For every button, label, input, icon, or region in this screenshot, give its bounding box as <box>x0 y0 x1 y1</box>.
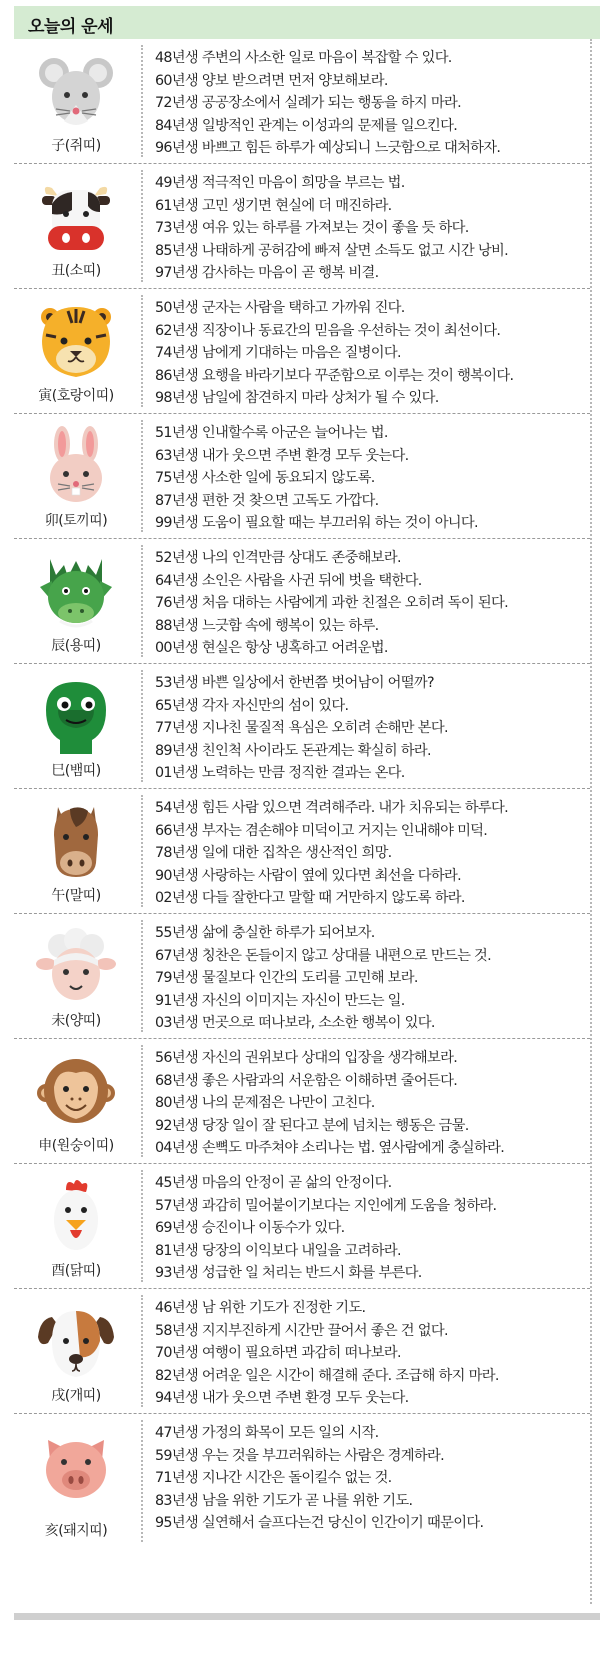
fortune-line: 73년생 여유 있는 하루를 가져보는 것이 좋을 듯 하다. <box>155 220 469 236</box>
zodiac-label: 酉(닭띠) <box>51 1263 101 1279</box>
fortune-lines <box>155 297 513 410</box>
fortune-line: 56년생 자신의 권위보다 상대의 입장을 생각해보라. <box>155 1050 458 1066</box>
zodiac-label: 辰(용띠) <box>51 638 101 654</box>
zodiac-label: 午(말띠) <box>51 888 101 904</box>
fortune-line: 64년생 소인은 사람을 사귄 뒤에 벗을 택한다. <box>155 572 422 589</box>
zodiac-label: 丑(소띠) <box>51 263 101 279</box>
fortune-line: 68년생 좋은 사람과의 서운함은 이해하면 줄어든다. <box>155 1072 458 1089</box>
zodiac-label: 戌(개띠) <box>51 1388 101 1404</box>
fortune-line: 59년생 우는 것을 부끄러워하는 사람은 경계하라. <box>155 1447 444 1464</box>
fortune-line: 85년생 나태하게 공허감에 빠져 살면 소득도 없고 시간 낭비. <box>155 242 508 259</box>
fortune-line: 04년생 손뼉도 마주쳐야 소리나는 법. 옆사람에게 충실하라. <box>155 1140 505 1156</box>
fortune-line: 71년생 지나간 시간은 돌이킬수 없는 것. <box>155 1470 392 1486</box>
fortune-section-dragon <box>14 539 590 664</box>
fortune-line: 96년생 바쁘고 힘든 하루가 예상되니 느긋함으로 대처하자. <box>155 140 501 156</box>
fortune-line: 53년생 바쁜 일상에서 한번쯤 벗어남이 어떨까? <box>155 675 434 691</box>
fortune-line: 60년생 양보 받으려면 먼저 양보해보라. <box>155 72 388 89</box>
fortune-line: 80년생 나의 문제점은 나만이 고친다. <box>155 1095 375 1111</box>
column-divider <box>141 45 143 157</box>
fortune-lines <box>155 672 448 785</box>
fortune-line: 89년생 친인척 사이라도 돈관계는 확실히 하라. <box>155 742 431 759</box>
fortune-line: 84년생 일방적인 관계는 이성과의 문제를 일으킨다. <box>155 117 458 134</box>
animal-cell <box>14 1414 138 1548</box>
fortune-line: 54년생 힘든 사람 있으면 격려해주라. 내가 치유되는 하루다. <box>155 800 508 816</box>
fortune-section-rat <box>14 39 590 164</box>
fortune-line: 55년생 삶에 충실한 하루가 되어보자. <box>155 925 375 941</box>
fortune-section-ox <box>14 164 590 289</box>
fortune-lines <box>155 547 508 660</box>
column-divider <box>141 1170 143 1282</box>
animal-cell <box>14 664 138 788</box>
fortune-line: 86년생 요행을 바라기보다 꾸준함으로 이루는 것이 행복이다. <box>155 367 514 384</box>
fortune-line: 03년생 먼곳으로 떠나보라, 소소한 행복이 있다. <box>155 1015 435 1031</box>
fortune-lines <box>155 1422 483 1535</box>
fortune-line: 77년생 지나친 물질적 욕심은 오히려 손해만 본다. <box>155 720 448 736</box>
fortune-section-snake <box>14 664 590 789</box>
zodiac-label: 子(쥐띠) <box>51 138 101 154</box>
column-divider <box>141 545 143 657</box>
fortune-line: 52년생 나의 인격만큼 상대도 존중해보라. <box>155 550 401 566</box>
fortune-section-dog <box>14 1289 590 1414</box>
fortune-line: 46년생 남 위한 기도가 진정한 기도. <box>155 1300 366 1316</box>
fortune-line: 02년생 다들 잘한다고 말할 때 거만하지 않도록 하라. <box>155 890 465 906</box>
fortune-line: 01년생 노력하는 만큼 정직한 결과는 온다. <box>155 765 405 781</box>
fortune-line: 92년생 당장 일이 잘 된다고 분에 넘치는 행동은 금물. <box>155 1117 469 1134</box>
fortune-line: 98년생 남일에 참견하지 마라 상처가 될 수 있다. <box>155 390 439 406</box>
fortune-section-horse <box>14 789 590 914</box>
animal-cell <box>14 289 138 413</box>
fortune-line: 97년생 감사하는 마음이 곧 행복 비결. <box>155 265 379 281</box>
fortune-lines <box>155 422 478 535</box>
zodiac-label: 卯(토끼띠) <box>44 513 108 529</box>
fortune-line: 00년생 현실은 항상 냉혹하고 어려운법. <box>155 640 388 656</box>
fortune-section-rabbit <box>14 414 590 539</box>
page-title: 오늘의 운세 <box>28 17 114 37</box>
fortune-line: 61년생 고민 생기면 현실에 더 매진하라. <box>155 197 392 214</box>
fortune-section-rooster <box>14 1164 590 1289</box>
footer-bar <box>14 1613 600 1620</box>
fortune-line: 87년생 편한 것 찾으면 고독도 가깝다. <box>155 492 379 509</box>
fortune-line: 72년생 공공장소에서 실례가 되는 행동을 하지 마라. <box>155 95 461 111</box>
fortune-section-sheep <box>14 914 590 1039</box>
fortune-line: 91년생 자신의 이미지는 자신이 만드는 일. <box>155 992 405 1009</box>
fortune-line: 99년생 도움이 필요할 때는 부끄러워 하는 것이 아니다. <box>155 515 478 531</box>
fortune-line: 63년생 내가 웃으면 주변 환경 모두 웃는다. <box>155 447 409 464</box>
fortune-line: 65년생 각자 자신만의 섬이 있다. <box>155 697 349 714</box>
fortune-line: 66년생 부자는 겸손해야 미덕이고 거지는 인내해야 미덕. <box>155 822 488 839</box>
animal-cell <box>14 1289 138 1413</box>
fortune-line: 83년생 남을 위한 기도가 곧 나를 위한 기도. <box>155 1492 413 1509</box>
fortune-line: 90년생 사랑하는 사람이 옆에 있다면 최선을 다하라. <box>155 867 461 884</box>
zodiac-label: 申(원숭이띠) <box>38 1138 114 1154</box>
fortune-line: 95년생 실연해서 슬프다는건 당신이 인간이기 때문이다. <box>155 1515 484 1531</box>
animal-cell <box>14 414 138 538</box>
fortune-line: 45년생 마음의 안정이 곧 삶의 안정이다. <box>155 1175 392 1191</box>
fortune-line: 88년생 느긋함 속에 행복이 있는 하루. <box>155 617 379 634</box>
fortune-line: 81년생 당장의 이익보다 내일을 고려하라. <box>155 1242 401 1259</box>
fortune-line: 48년생 주변의 사소한 일로 마음이 복잡할 수 있다. <box>155 50 452 66</box>
animal-cell <box>14 1039 138 1163</box>
fortune-line: 47년생 가정의 화목이 모든 일의 시작. <box>155 1425 379 1441</box>
fortune-line: 79년생 물질보다 인간의 도리를 고민해 보라. <box>155 970 418 986</box>
fortune-line: 70년생 여행이 필요하면 과감히 떠나보라. <box>155 1345 401 1361</box>
fortune-lines <box>155 47 500 160</box>
animal-cell <box>14 914 138 1038</box>
fortune-section-tiger <box>14 289 590 414</box>
fortune-line: 74년생 남에게 기대하는 마음은 질병이다. <box>155 345 401 361</box>
fortune-section-pig <box>14 1414 590 1548</box>
column-divider <box>141 920 143 1032</box>
fortune-line: 94년생 내가 웃으면 주변 환경 모두 웃는다. <box>155 1390 409 1406</box>
fortune-line: 82년생 어려운 일은 시간이 해결해 준다. 조급해 하지 마라. <box>155 1367 499 1384</box>
fortune-line: 58년생 지지부진하게 시간만 끌어서 좋은 건 없다. <box>155 1322 448 1339</box>
column-divider <box>141 670 143 782</box>
zodiac-label: 未(양띠) <box>51 1013 101 1029</box>
fortune-lines <box>155 922 491 1035</box>
column-divider <box>141 170 143 282</box>
fortune-lines <box>155 1297 499 1410</box>
header-bar <box>14 6 600 39</box>
column-divider <box>141 1295 143 1407</box>
column-divider <box>141 420 143 532</box>
zodiac-label: 巳(뱀띠) <box>51 763 101 779</box>
fortune-line: 49년생 적극적인 마음이 희망을 부르는 법. <box>155 175 405 191</box>
fortune-lines <box>155 797 508 910</box>
fortune-line: 76년생 처음 대하는 사람에게 과한 친절은 오히려 독이 된다. <box>155 595 508 611</box>
fortune-lines <box>155 172 508 285</box>
column-divider <box>141 1420 143 1542</box>
animal-cell <box>14 539 138 663</box>
animal-cell <box>14 164 138 288</box>
animal-cell <box>14 39 138 163</box>
fortune-line: 69년생 승진이나 이동수가 있다. <box>155 1220 345 1236</box>
column-divider <box>141 295 143 407</box>
zodiac-label: 亥(돼지띠) <box>44 1523 108 1539</box>
column-divider <box>141 795 143 907</box>
fortune-lines <box>155 1172 496 1285</box>
fortune-line: 75년생 사소한 일에 동요되지 않도록. <box>155 470 375 486</box>
fortune-line: 50년생 군자는 사람을 택하고 가까워 진다. <box>155 300 405 316</box>
fortune-line: 62년생 직장이나 동료간의 믿음을 우선하는 것이 최선이다. <box>155 322 501 339</box>
column-divider <box>141 1045 143 1157</box>
zodiac-label: 寅(호랑이띠) <box>38 388 114 404</box>
fortune-line: 67년생 칭찬은 돈들이지 않고 상대를 내편으로 만드는 것. <box>155 947 491 964</box>
fortune-line: 57년생 과감히 밀어붙이기보다는 지인에게 도움을 청하라. <box>155 1197 497 1214</box>
fortune-line: 51년생 인내할수록 아군은 늘어나는 법. <box>155 425 388 441</box>
animal-cell <box>14 789 138 913</box>
fortune-lines <box>155 1047 504 1160</box>
fortune-list <box>14 39 590 1548</box>
fortune-section-monkey <box>14 1039 590 1164</box>
animal-cell <box>14 1164 138 1288</box>
fortune-line: 93년생 성급한 일 처리는 반드시 화를 부른다. <box>155 1265 422 1281</box>
fortune-line: 78년생 일에 대한 집착은 생산적인 희망. <box>155 845 392 861</box>
frame-right-border <box>590 39 592 1604</box>
